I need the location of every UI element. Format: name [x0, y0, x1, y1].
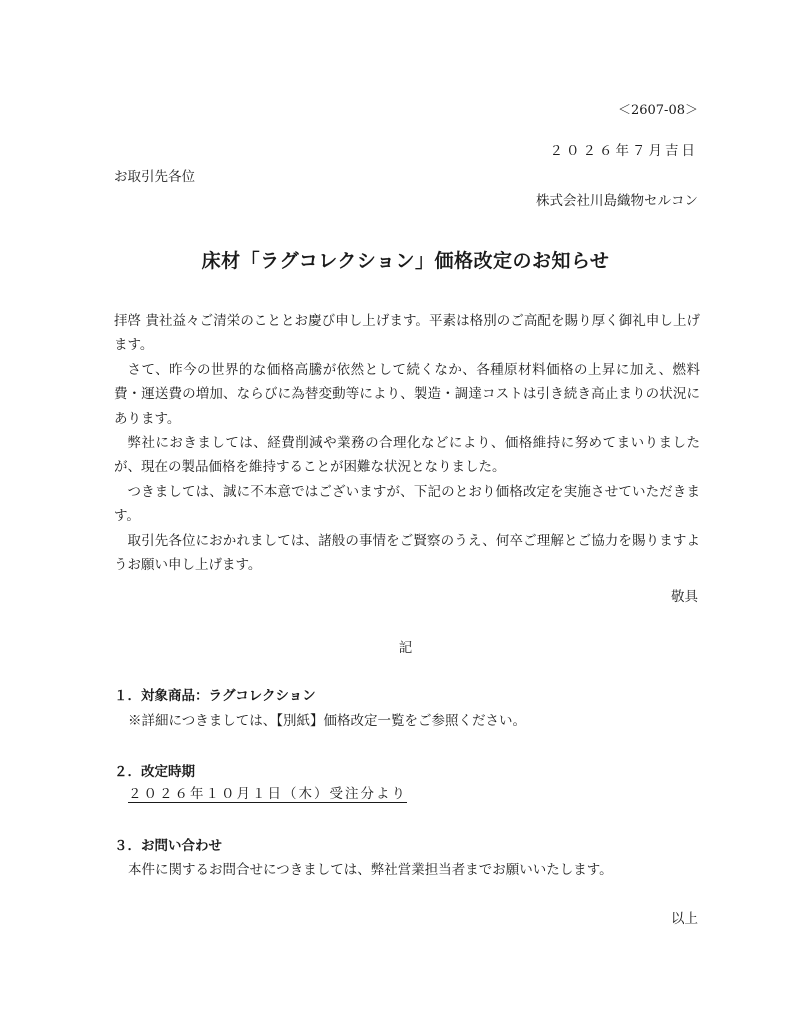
sender-company: 株式会社川島織物セルコン	[536, 193, 698, 209]
body-paragraph-circumstances: さて、昨今の世界的な価格高騰が依然として続くなか、各種原材料価格の上昇に加え、燃料費・運送費の増加、ならびに為替変動等により、製造・調達コストは引き続き高止まりの状況にあります。	[114, 361, 700, 427]
page-title: 床材「ラグコレクション」価格改定のお知らせ	[201, 250, 610, 272]
issue-date: ２０２６年７月吉日	[549, 143, 698, 159]
closing-ijou: 以上	[671, 911, 698, 927]
body-paragraph-efforts: 弊社におきましては、経費削減や業務の合理化などにより、価格維持に努めてまいりましたが、現在の製品価格を維持することが困難な状況となりました。	[114, 435, 700, 476]
item-heading-inquiries: ３．お問い合わせ	[114, 838, 222, 854]
item-heading-target-product: １．対象商品：ラグコレクション	[114, 688, 316, 704]
closing-keigu: 敬具	[671, 589, 698, 605]
ki-heading: 記	[398, 640, 413, 656]
body-paragraph-request: 取引先各位におかれましては、諸般の事情をご賢察のうえ、何卒ご理解とご協力を賜りますようお願い申し上げます。	[114, 532, 700, 574]
item-detail-target-product: ※詳細につきましては、【別紙】価格改定一覧をご参照ください。	[128, 713, 526, 729]
item-detail-inquiries: 本件に関するお問合せにつきましては、弊社営業担当者までお願いいたします。	[128, 862, 613, 878]
item-heading-revision-date: ２．改定時期	[114, 764, 195, 780]
document-number: ＜2607-08＞	[617, 103, 698, 118]
recipient: お取引先各位	[114, 169, 195, 185]
item-detail-revision-date: ２０２６年１０月１日（木）受注分より	[128, 786, 407, 802]
letter-body	[114, 309, 700, 577]
body-paragraph-announcement: つきましては、誠に不本意ではございますが、下記のとおり価格改定を実施させていただきます。	[114, 483, 700, 525]
body-paragraph-greeting: 拝啓 貴社益々ご清栄のこととお慶び申し上げます。平素は格別のご高配を賜り厚く御礼申し上げます。	[114, 313, 700, 354]
